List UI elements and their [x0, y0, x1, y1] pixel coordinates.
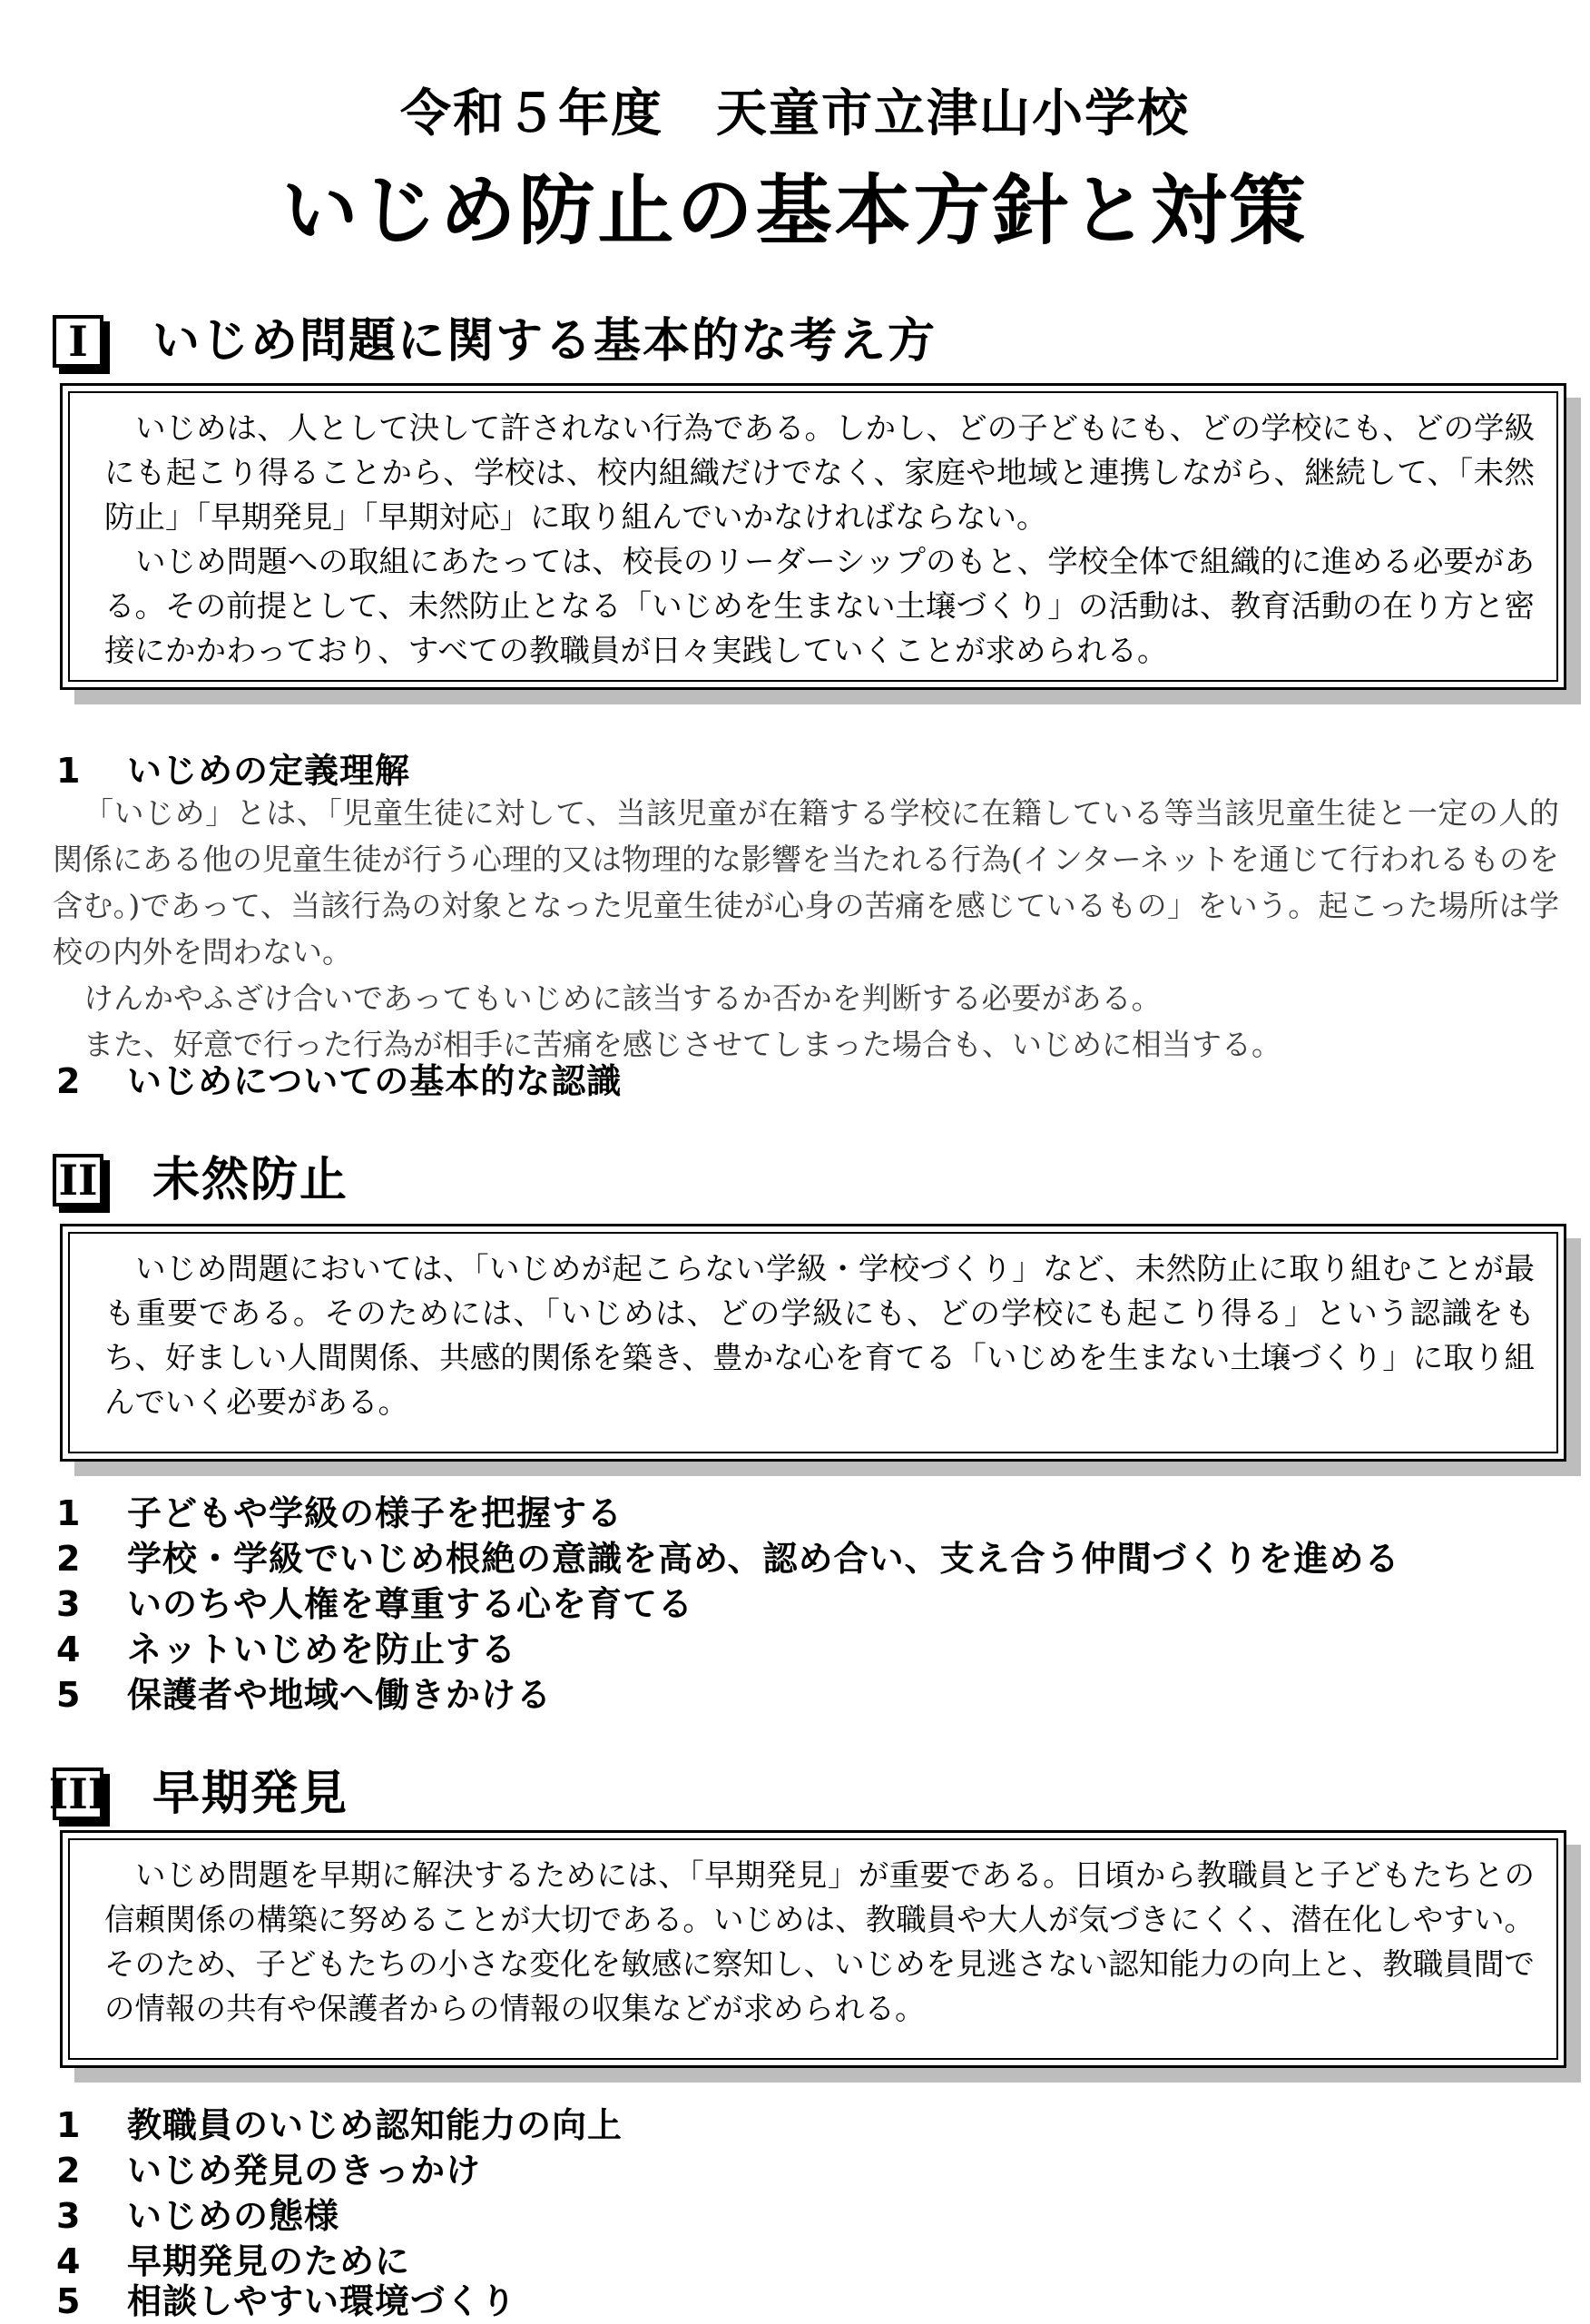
school-title: 令和５年度 天童市立津山小学校	[400, 84, 1190, 143]
summary-box	[60, 1830, 1566, 2068]
list-item	[56, 2105, 623, 2145]
body-paragraph: 「いじめ」とは、「児童生徒に対して、当該児童が在籍する学校に在籍している等当該児童生徒と一定の人的関係にある他の児童生徒が行う心理的又は物理的な影響を当たれる行為(インターネットを通じて行われるものを含む。)であって、当該行為の対象となった児童生徒が心身の苦痛を感じているもの」をいう。起こった場所は学校の内外を問わない。	[53, 795, 1559, 970]
summary-paragraph: いじめ問題への取組にあたっては、校長のリーダーシップのもと、学校全体で組織的に進める必要がある。その前提として、未然防止となる「いじめを生まない土壌づくり」の活動は、教育活動の在り方と密接にかかわっており、すべての教職員が日々実践していくことが求められる。	[104, 544, 1535, 668]
item-number: 1	[56, 1493, 82, 1533]
section-heading-2	[53, 1151, 348, 1209]
definition-text	[53, 790, 1559, 1068]
list-item	[56, 1539, 1400, 1579]
list-item	[56, 1632, 516, 1667]
item-number: 4	[56, 2241, 82, 2281]
summary-paragraph: いじめ問題においては、「いじめが起こらない学級・学校づくり」など、未然防止に取り組むことが最も重要である。そのためには、「いじめは、どの学級にも、どの学校にも起こり得る」という認識をもち、好ましい人間関係、共感的関係を築き、豊かな心を育てる「いじめを生まない土壌づくり」に取り組んでいく必要がある。	[104, 1251, 1535, 1420]
item-label: いじめの態様	[127, 2196, 340, 2236]
list-item	[56, 751, 411, 791]
item-number: 5	[56, 2281, 82, 2321]
item-label: 教職員のいじめ認知能力の向上	[127, 2105, 623, 2145]
item-label: 子どもや学級の様子を把握する	[127, 1493, 623, 1533]
item-number: 2	[56, 2151, 82, 2191]
document-title: いじめ防止の基本方針と対策	[281, 166, 1309, 255]
item-number: 3	[56, 2196, 82, 2236]
item-label: 保護者や地域へ働きかける	[127, 1675, 553, 1715]
section-number-box: I	[53, 315, 103, 368]
summary-paragraph: いじめ問題を早期に解決するためには、「早期発見」が重要である。日頃から教職員と子どもたちとの信頼関係の構築に努めることが大切である。いじめは、教職員や大人が気づきにくく、潜在化しやすい。そのため、子どもたちの小さな変化を敏感に察知し、いじめを見逃さない認知能力の向上と、教職員間での情報の共有や保護者からの情報の収集などが求められる。	[104, 1857, 1535, 2026]
item-label: 相談しやすい環境づくり	[127, 2281, 517, 2321]
section-title: 未然防止	[152, 1153, 349, 1207]
list-item	[56, 1584, 694, 1624]
body-paragraph: けんかやふざけ合いであってもいじめに該当するか否かを判断する必要がある。	[83, 980, 1162, 1016]
section-heading-3	[48, 1765, 349, 1823]
list-item	[56, 2241, 411, 2281]
item-number: 1	[56, 751, 82, 791]
summary-box	[60, 383, 1566, 690]
item-number: 3	[56, 1584, 82, 1624]
item-number: 2	[56, 1539, 82, 1579]
item-label: いじめ発見のきっかけ	[127, 2151, 482, 2191]
item-label: 学校・学級でいじめ根絶の意識を高め、認め合い、支え合う仲間づくりを進める	[127, 1539, 1400, 1579]
item-number: 1	[56, 2105, 82, 2145]
summary-paragraph: いじめは、人として決して許されない行為である。しかし、どの子どもにも、どの学校にも、どの学級にも起こり得ることから、学校は、校内組織だけでなく、家庭や地域と連携しながら、継続して、「未然防止」「早期発見」「早期対応」に取り組んでいかなければならない。	[104, 410, 1535, 535]
list-item	[56, 1493, 623, 1533]
item-number: 2	[56, 1061, 82, 1101]
item-label: 早期発見のために	[127, 2241, 411, 2281]
item-label: いじめについての基本的な認識	[127, 1061, 623, 1101]
item-label: いのちや人権を尊重する心を育てる	[127, 1584, 694, 1624]
section-title: 早期発見	[152, 1767, 349, 1821]
list-item	[56, 2151, 482, 2191]
section-heading-1	[53, 312, 937, 370]
summary-box	[60, 1224, 1566, 1462]
section-title: いじめ問題に関する基本的な考え方	[152, 314, 937, 369]
list-item	[56, 2281, 517, 2321]
item-label: いじめの定義理解	[127, 751, 411, 791]
list-item	[56, 2196, 340, 2236]
list-item	[56, 1675, 553, 1715]
section-number-box: III	[48, 1769, 108, 1818]
item-number: 5	[56, 1675, 82, 1715]
item-label: ネットいじめを防止する	[127, 1630, 517, 1669]
item-number: 4	[56, 1630, 82, 1669]
section-number-box: II	[53, 1154, 103, 1206]
body-paragraph: また、好意で行った行為が相手に苦痛を感じさせてしまった場合も、いじめに相当する。	[83, 1027, 1281, 1062]
list-item	[56, 1061, 623, 1101]
